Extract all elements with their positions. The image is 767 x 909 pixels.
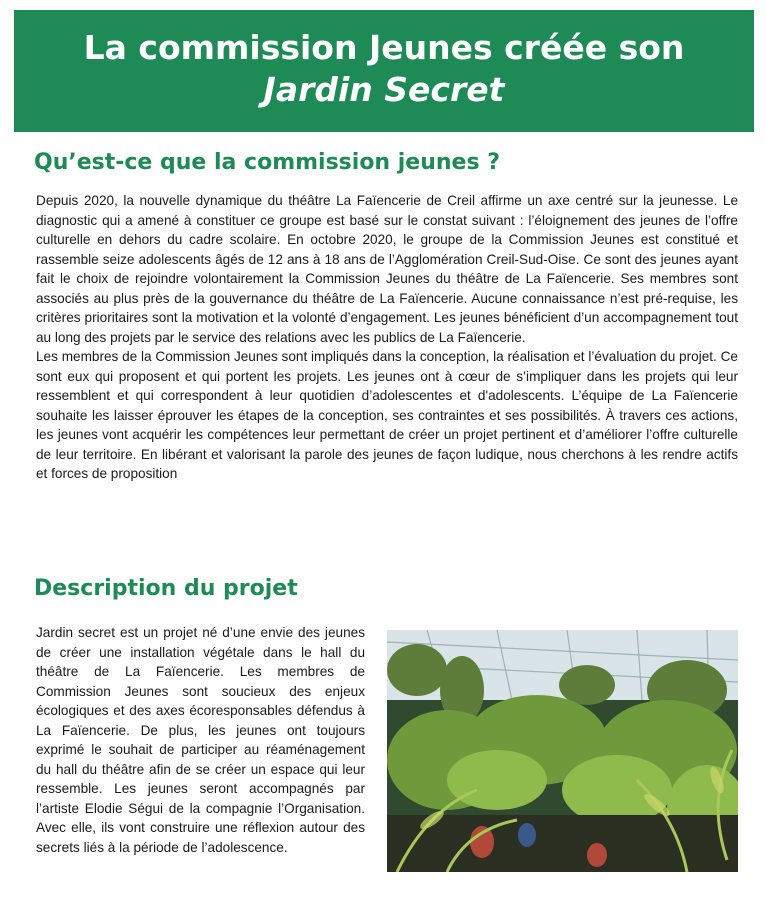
intro-text xyxy=(36,191,738,484)
section-heading-commission: Qu’est-ce que la commission jeunes ? xyxy=(34,150,500,175)
title-line-2: Jardin Secret xyxy=(263,70,505,109)
intro-paragraph-1: Depuis 2020, la nouvelle dynamique du théâtre La Faïencerie de Creil affirme un axe centré sur la jeunesse. Le diagnostic qui a amené à constituer ce groupe est basé sur le constat suivant : l’éloignement des jeunes de l’offre culturelle en dehors du cadre scolaire. En octobre 2020, le groupe de la Commission Jeunes est constitué et rassemble seize adolescents âgés de 12 ans à 18 ans de l’Agglomération Creil-Sud-Oise. Ce sont des jeunes ayant fait le choix de rejoindre volontairement la Commission Jeunes du théâtre de La Faïencerie. Ses membres sont associés au plus près de la gouvernance du théâtre de La Faïencerie. Aucune connaissance n’est pré-requise, les critères prioritaires sont la motivation et la volonté d’engagement. Les jeunes bénéficient d’un accompagnement tout au long des projets par le service des relations avec les publics de La Faïencerie. xyxy=(36,193,738,345)
garden-photo xyxy=(387,630,738,872)
intro-paragraph-2: Les membres de la Commission Jeunes sont impliqués dans la conception, la réalisation et l’évaluation du projet. Ce sont eux qui proposent et qui portent les projets. Les jeunes ont à cœur de s’impliquer dans les projets qui leur ressemblent et qui correspondent à leur quotidien d’adolescentes et d'adolescents. L’équipe de La Faïencerie souhaite les laisser éprouver les étapes de la conception, ses contraintes et ses possibilités. À travers ces actions, les jeunes vont acquérir les compétences leur permettant de créer un projet pertinent et d’améliorer l’offre culturelle de leur territoire. En libérant et valorisant la parole des jeunes de façon ludique, nous cherchons à les rendre actifs et forces de proposition xyxy=(36,349,738,481)
title-banner xyxy=(14,10,754,132)
title-line-1: La commission Jeunes créée son xyxy=(83,28,685,67)
section-heading-description: Description du projet xyxy=(34,576,298,601)
description-paragraph: Jardin secret est un projet né d’une envie des jeunes de créer une installation végétale dans le hall du théâtre de La Faïencerie. Les membres de Commission Jeunes sont soucieux des enjeux écologiques et des axes écoresponsables défendus à La Faïencerie. De plus, les jeunes ont toujours exprimé le souhait de participer au réaménagement du hall du théâtre afin de se créer un espace qui leur ressemble. Les jeunes seront accompagnés par l’artiste Elodie Ségui de la compagnie l’Organisation. Avec elle, ils vont construire une réflexion autour des secrets liés à la période de l’adolescence. xyxy=(36,625,365,855)
